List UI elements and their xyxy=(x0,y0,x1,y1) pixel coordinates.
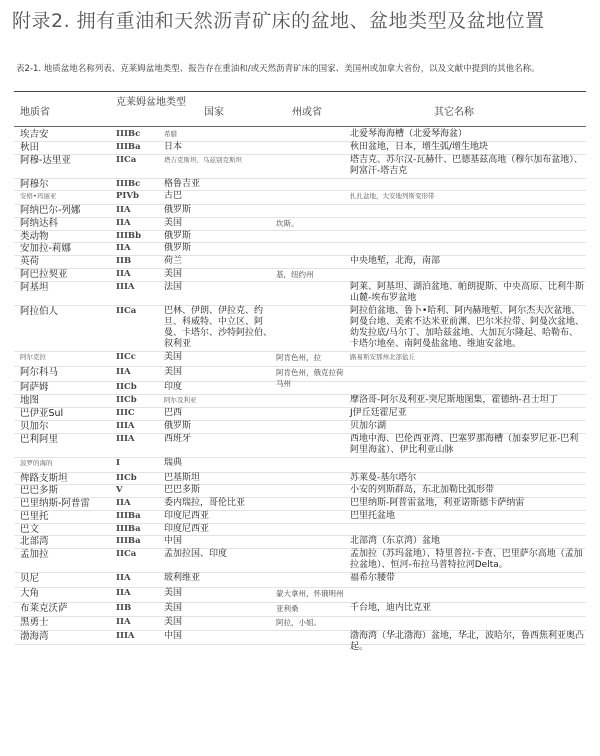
cell-basin-type: IIIBa xyxy=(116,536,141,546)
cell-state xyxy=(276,306,346,350)
cell-other-names: 秋田盆地，日本，增生弧/增生地块 xyxy=(350,142,489,152)
cell-country: 美国 xyxy=(164,352,183,362)
cell-other-names xyxy=(350,243,586,254)
cell-basin-type: IIA xyxy=(116,367,131,377)
cell-other-names: 孟加拉（苏玛盆地）、特里普拉-卡查、巴里萨尔高地（孟加拉盆地）、恒河-布拉马普特拉河Delta。 xyxy=(350,549,583,570)
cell-basin-type: IIA xyxy=(116,573,131,583)
cell-country: 俄罗斯 xyxy=(164,231,192,241)
cell-province: 埃吉安 xyxy=(20,129,49,140)
cell-other-names xyxy=(350,205,586,216)
table-row xyxy=(14,602,586,617)
table-row xyxy=(14,433,586,458)
table-row xyxy=(14,190,586,205)
table-row xyxy=(14,255,586,269)
cell-country: 美国 xyxy=(164,617,183,627)
cell-basin-type: IIIA xyxy=(116,282,135,292)
cell-province: 巴文 xyxy=(20,524,40,535)
table-row xyxy=(14,630,586,652)
cell-state xyxy=(276,485,346,496)
table-row xyxy=(14,510,586,524)
cell-basin-type: IIIBc xyxy=(116,179,141,189)
table-row xyxy=(14,305,586,352)
table-row xyxy=(14,268,586,282)
table-row xyxy=(14,394,586,408)
cell-basin-type: IICb xyxy=(116,382,137,392)
cell-state xyxy=(276,395,346,406)
cell-basin-type: IIIC xyxy=(116,408,135,418)
cell-state xyxy=(276,524,346,534)
cell-province: 巴里托 xyxy=(20,511,49,522)
cell-province: 阿纳达科 xyxy=(20,218,59,229)
table-header-rule xyxy=(14,126,586,127)
cell-basin-type: IIA xyxy=(116,588,131,598)
cell-province: 贝尼 xyxy=(20,573,40,584)
table-row xyxy=(14,457,586,473)
cell-other-names: 渤海湾（华北渤海）盆地，华北，波哈尔，鲁西焦利亚奥凸起。 xyxy=(350,631,585,652)
cell-state xyxy=(276,421,346,432)
cell-province: 北部湾 xyxy=(20,536,49,547)
cell-country: 印度尼西亚 xyxy=(164,511,210,521)
cell-country: 格鲁吉亚 xyxy=(164,179,201,189)
cell-state xyxy=(276,205,346,216)
table-row xyxy=(14,535,586,549)
cell-other-names: 塔吉克、苏尔汉-瓦赫什、巴德基兹高地（穆尔加布盆地）、阿富汗-塔吉克 xyxy=(350,155,583,176)
cell-country: 俄罗斯 xyxy=(164,243,192,253)
cell-province: 孟加拉 xyxy=(20,549,49,560)
cell-province: 阿巴拉契亚 xyxy=(20,269,68,280)
cell-country: 日本 xyxy=(164,142,183,152)
cell-province: 英荷 xyxy=(20,256,40,267)
cell-basin-type: IIA xyxy=(116,617,131,627)
cell-country: 中国 xyxy=(164,631,183,641)
cell-other-names xyxy=(350,218,586,229)
cell-country: 荷兰 xyxy=(164,256,183,266)
cell-other-names: J伊丘廷霍尼亚 xyxy=(350,408,407,418)
cell-other-names: 苏莱曼-基尔塔尔 xyxy=(350,473,417,483)
cell-other-names: 西地中海、巴伦西亚湾、巴塞罗那海槽（加泰罗尼亚-巴利阿里海盆）、伊比利亚山脉 xyxy=(350,434,579,455)
cell-province: 安加拉-莉娜 xyxy=(20,243,71,254)
cell-basin-type: IIIA xyxy=(116,421,135,431)
cell-country: 阿尔及利亚 xyxy=(164,396,197,404)
header-province: 地质省 xyxy=(20,107,50,118)
cell-basin-type: IIIA xyxy=(116,434,135,444)
table-caption: 表2-1. 地质盆地名称列表、克莱姆盆地类型、报告存在重油和/或天然沥青矿床的国家、美国州或加拿大省份，以及文献中提到的其他名称。 xyxy=(16,64,540,74)
page-title: 附录2. 拥有重油和天然沥青矿床的盆地、盆地类型及盆地位置 xyxy=(12,10,545,32)
cell-other-names: 路易斯安那州北部盐丘 xyxy=(350,353,415,361)
cell-province: 类动物 xyxy=(20,231,49,242)
cell-basin-type: I xyxy=(116,458,120,468)
cell-state: 阿肯色州，拉 xyxy=(276,353,321,362)
cell-country: 印度 xyxy=(164,382,183,392)
cell-state xyxy=(276,282,346,304)
table-row xyxy=(14,281,586,306)
cell-province: 贝加尔 xyxy=(20,421,49,432)
cell-province: 阿纳巴尔-列娜 xyxy=(20,205,81,216)
cell-state xyxy=(276,231,346,241)
cell-other-names: 北部湾（东京湾）盆地 xyxy=(350,536,441,546)
cell-basin-type: IIIBa xyxy=(116,524,141,534)
table-row xyxy=(14,497,586,511)
cell-basin-type: IIB xyxy=(116,603,132,613)
cell-other-names xyxy=(350,179,586,189)
cell-country: 巴基斯坦 xyxy=(164,473,201,483)
cell-state xyxy=(276,256,346,267)
cell-state xyxy=(276,129,346,140)
cell-country: 巴西 xyxy=(164,408,183,418)
cell-country: 古巴 xyxy=(164,191,183,201)
cell-basin-type: IIIBa xyxy=(116,142,141,152)
cell-country: 巴巴多斯 xyxy=(164,485,201,495)
cell-basin-type: IICb xyxy=(116,473,137,483)
cell-province: 阿萨姆 xyxy=(20,382,49,393)
table-header xyxy=(14,95,586,125)
cell-other-names: 阿莱、阿基坦、湖泊盆地、帕朗提斯、中央高原、比利牛斯山麓-埃布罗盆地 xyxy=(350,282,585,303)
cell-country: 瑞典 xyxy=(164,458,183,468)
cell-other-names: 摩洛哥-阿尔及利亚-突尼斯地图集，霍德纳-君士坦丁 xyxy=(350,395,558,405)
cell-state xyxy=(276,142,346,153)
table-row xyxy=(14,154,586,179)
cell-province: 俾路支斯坦 xyxy=(20,473,68,484)
cell-other-names: 巴里纳斯-阿普雷盆地，利亚诺斯德卡萨纳雷 xyxy=(350,498,525,508)
cell-other-names xyxy=(350,367,586,380)
cell-other-names xyxy=(350,269,586,280)
cell-province: 秋田 xyxy=(20,142,40,153)
cell-other-names: 贝加尔湖 xyxy=(350,421,387,431)
cell-other-names: 巴里托盆地 xyxy=(350,511,396,521)
header-country: 国家 xyxy=(204,107,224,118)
cell-other-names: 阿拉伯盆地、鲁卜•哈利、阿内赫地堑、阿尔杰夫次盆地、阿曼台地、美索不达米亚前渊、巴尔米拉带、阿曼次盆地、幼发拉底/马尔丁、加哈兹盆地、大加瓦尔隆起、哈勒布、卡塔尔地垒、南阿曼盐盆地、维迪安盆地。 xyxy=(350,306,585,349)
table-row xyxy=(14,616,586,631)
cell-province: 布莱克沃萨 xyxy=(20,603,68,614)
cell-country: 美国 xyxy=(164,588,183,598)
cell-country: 美国 xyxy=(164,367,183,377)
cell-state xyxy=(276,498,346,509)
table-row xyxy=(14,484,586,498)
cell-other-names: 中央地堑，北海，南部 xyxy=(350,256,441,266)
cell-country: 希腊 xyxy=(164,130,177,138)
cell-basin-type: IIA xyxy=(116,205,131,215)
cell-province: 巴利阿里 xyxy=(20,434,59,445)
cell-basin-type: IIIBc xyxy=(116,129,141,139)
cell-country: 美国 xyxy=(164,603,183,613)
cell-province: 地图 xyxy=(20,395,40,406)
cell-state xyxy=(276,408,346,419)
cell-basin-type: PIVb xyxy=(116,191,139,201)
cell-basin-type: IIIA xyxy=(116,631,135,641)
cell-country: 俄罗斯 xyxy=(164,205,192,215)
cell-state: 阿拉，小姐。 xyxy=(276,618,321,627)
cell-basin-type: IIB xyxy=(116,256,132,266)
cell-state: 基，纽约州 xyxy=(276,270,314,279)
cell-state xyxy=(276,434,346,456)
cell-state xyxy=(276,549,346,571)
cell-province: 阿基坦 xyxy=(20,282,49,293)
cell-country: 巴林、伊朗、伊拉克、约旦、科威特、中立区、阿曼、卡塔尔、沙特阿拉伯、叙利亚 xyxy=(164,306,273,349)
cell-province: 波罗的海的 xyxy=(20,459,53,467)
cell-basin-type: IIIBb xyxy=(116,231,142,241)
cell-basin-type: IICb xyxy=(116,395,137,405)
cell-country: 中国 xyxy=(164,536,183,546)
cell-country: 俄罗斯 xyxy=(164,421,192,431)
cell-basin-type: IIA xyxy=(116,243,131,253)
table-row xyxy=(14,128,586,142)
table-row xyxy=(14,381,586,395)
cell-state xyxy=(276,155,346,177)
cell-state xyxy=(276,179,346,189)
header-other-names: 其它名称 xyxy=(434,107,474,118)
table-row xyxy=(14,587,586,603)
cell-state xyxy=(276,573,346,586)
cell-province: 阿尔克拉 xyxy=(20,353,46,361)
table-row xyxy=(14,242,586,256)
cell-province: 大角 xyxy=(20,588,40,599)
cell-state xyxy=(276,382,346,393)
cell-other-names xyxy=(350,458,586,471)
cell-state xyxy=(276,458,346,471)
cell-other-names xyxy=(350,382,586,393)
cell-other-names xyxy=(350,588,586,601)
cell-state: 蒙大拿州，怀俄明州 xyxy=(276,589,344,598)
cell-basin-type: IIA xyxy=(116,269,131,279)
cell-other-names xyxy=(350,524,586,534)
table-row xyxy=(14,548,586,573)
cell-state xyxy=(276,511,346,522)
cell-country: 孟加拉国、印度 xyxy=(164,549,228,559)
cell-province: 黑勇士 xyxy=(20,617,49,628)
table-row xyxy=(14,420,586,434)
table-row xyxy=(14,572,586,588)
cell-other-names: 千台地，迪内比克亚 xyxy=(350,603,432,613)
cell-basin-type: IIA xyxy=(116,218,131,228)
cell-province: 巴里纳斯-阿普雷 xyxy=(20,498,90,509)
cell-state: 坎斯。 xyxy=(276,219,299,228)
cell-basin-type: IICc xyxy=(116,352,136,362)
cell-country: 美国 xyxy=(164,269,183,279)
cell-basin-type: V xyxy=(116,485,123,495)
header-klemme-type: 克莱姆盆地类型 xyxy=(116,97,186,108)
header-state: 州或省 xyxy=(292,107,322,118)
cell-province: 渤海湾 xyxy=(20,631,49,642)
cell-country: 塔吉克斯坦、乌兹别克斯坦 xyxy=(164,156,242,164)
cell-basin-type: IIIBa xyxy=(116,511,141,521)
cell-basin-type: IICa xyxy=(116,155,137,165)
cell-province: 阿穆-达里亚 xyxy=(20,155,71,166)
cell-province: 阿拉伯人 xyxy=(20,306,59,317)
cell-basin-type: IICa xyxy=(116,549,137,559)
cell-state: 阿肯色州，俄克拉荷马州 xyxy=(276,368,344,388)
cell-other-names: 扎扎盆地，大安地列斯变形带 xyxy=(350,192,435,200)
cell-province: 安格•玛丽亚 xyxy=(20,192,57,200)
cell-country: 西班牙 xyxy=(164,434,192,444)
cell-country: 美国 xyxy=(164,218,183,228)
table-row xyxy=(14,204,586,218)
table-row xyxy=(14,351,586,367)
table-top-rule xyxy=(14,91,586,92)
cell-state xyxy=(276,243,346,254)
cell-province: 巴伊亚Sul xyxy=(20,408,64,419)
cell-country: 委内瑞拉，哥伦比亚 xyxy=(164,498,246,508)
cell-state xyxy=(276,191,346,203)
cell-other-names: 小安的列斯群岛，东北加勒比弧形带 xyxy=(350,485,495,495)
cell-other-names: 北爱琴海海槽（北爱琴海盆） xyxy=(350,129,468,139)
cell-basin-type: IIA xyxy=(116,498,131,508)
cell-other-names xyxy=(350,231,586,241)
cell-state xyxy=(276,631,346,643)
cell-country: 玻利维亚 xyxy=(164,573,201,583)
cell-state: 亚利桑 xyxy=(276,604,299,613)
cell-other-names xyxy=(350,617,586,629)
cell-province: 阿尔科马 xyxy=(20,367,59,378)
cell-state xyxy=(276,473,346,483)
cell-state xyxy=(276,536,346,547)
table-row xyxy=(14,407,586,421)
cell-country: 印度尼西亚 xyxy=(164,524,210,534)
table-row xyxy=(14,217,586,231)
cell-country: 法国 xyxy=(164,282,183,292)
cell-province: 阿穆尔 xyxy=(20,179,49,190)
cell-basin-type: IICa xyxy=(116,306,137,316)
cell-other-names: 福希尔腰带 xyxy=(350,573,396,583)
table-row xyxy=(14,141,586,155)
cell-province: 巴巴多斯 xyxy=(20,485,59,496)
